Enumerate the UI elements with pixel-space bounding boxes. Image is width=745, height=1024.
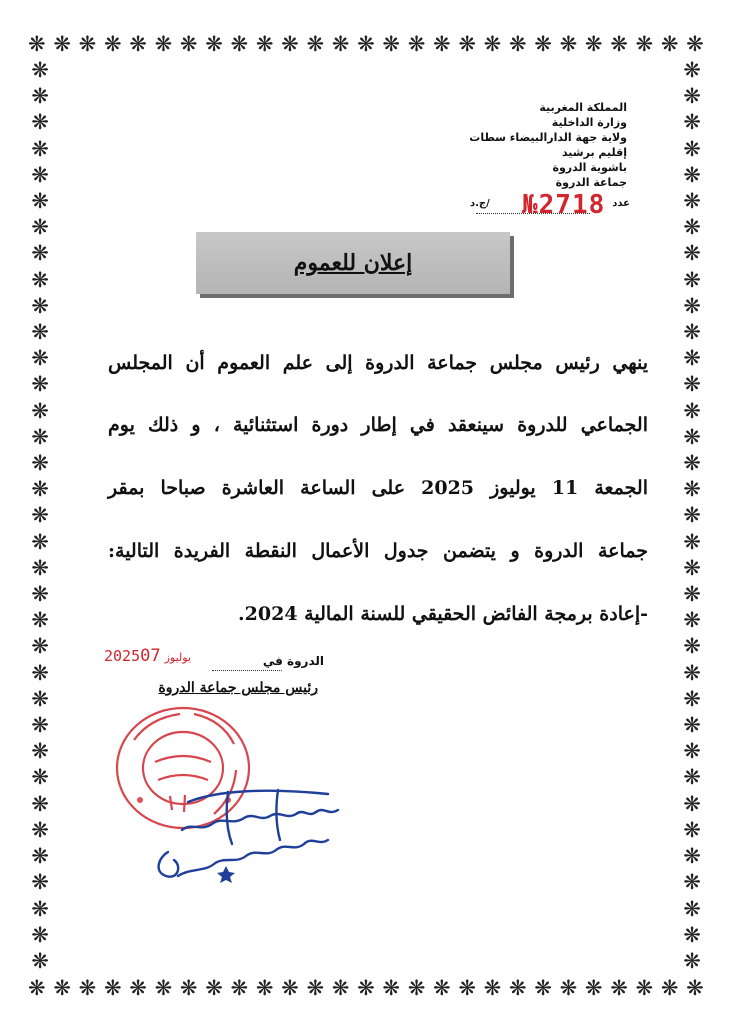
body-line: -إعادة برمجة الفائض الحقيقي للسنة المالية 2024. (238, 603, 648, 625)
border-star-icon: ❋ (331, 32, 350, 56)
border-star-icon: ❋ (31, 634, 49, 659)
border-star-icon: ❋ (683, 84, 701, 109)
border-star-icon: ❋ (281, 976, 299, 1000)
border-star-icon: ❋ (683, 189, 701, 214)
border-star-icon: ❋ (31, 372, 49, 397)
border-star-icon: ❋ (31, 346, 49, 371)
border-star-icon: ❋ (683, 162, 701, 187)
border-star-icon: ❋ (31, 765, 49, 790)
border-star-icon: ❋ (129, 976, 147, 1000)
border-star-icon: ❋ (31, 555, 49, 580)
date-line (104, 646, 324, 676)
border-star-icon: ❋ (683, 817, 701, 842)
border-star-icon: ❋ (31, 136, 49, 161)
border-star-icon: ❋ (31, 477, 49, 502)
border-star-icon: ❋ (683, 686, 701, 711)
border-star-icon: ❋ (31, 582, 49, 607)
border-star-icon: ❋ (683, 765, 701, 790)
border-star-icon: ❋ (31, 791, 49, 816)
border-star-icon: ❋ (683, 110, 701, 135)
border-star-icon: ❋ (683, 398, 701, 423)
border-star-icon: ❋ (686, 976, 704, 1000)
border-star-icon: ❋ (31, 424, 49, 449)
border-star-icon: ❋ (31, 608, 49, 633)
border-star-icon: ❋ (683, 267, 701, 292)
border-star-icon: ❋ (31, 948, 49, 973)
border-star-icon: ❋ (357, 976, 375, 1000)
border-star-icon: ❋ (31, 267, 49, 292)
border-star-icon: ❋ (635, 32, 654, 56)
border-star-icon: ❋ (683, 529, 701, 554)
border-star-icon: ❋ (559, 976, 578, 1000)
border-star-icon: ❋ (255, 32, 274, 56)
ref-number-stamp: №2718 (522, 190, 606, 220)
date-stamp (104, 646, 195, 666)
signer-title: رئيس مجلس جماعة الدروة (158, 680, 318, 696)
border-star-icon: ❋ (179, 976, 198, 1000)
border-star-icon: ❋ (154, 976, 173, 1000)
border-star-icon: ❋ (683, 870, 701, 895)
border-star-icon: ❋ (230, 976, 249, 1000)
border-star-icon: ❋ (281, 32, 299, 56)
border-star-icon: ❋ (31, 293, 49, 318)
border-star-icon: ❋ (683, 948, 701, 973)
border-star-icon: ❋ (458, 32, 476, 56)
border-star-icon: ❋ (508, 32, 527, 56)
border-star-icon: ❋ (331, 976, 350, 1000)
border-star-icon: ❋ (31, 713, 49, 738)
border-star-icon: ❋ (584, 976, 603, 1000)
border-star-icon: ❋ (129, 32, 147, 56)
border-star-icon: ❋ (306, 32, 325, 56)
border-star-icon: ❋ (31, 529, 49, 554)
border-star-icon: ❋ (534, 976, 552, 1000)
header-line: باشوية الدروة (552, 161, 627, 174)
border-star-icon: ❋ (559, 32, 578, 56)
border-star-icon: ❋ (31, 686, 49, 711)
body-line: ينهي رئيس مجلس جماعة الدروة إلى علم العموم أن المجلس (108, 352, 648, 374)
border-star-icon: ❋ (683, 844, 701, 869)
border-bottom (28, 978, 704, 999)
body-line: جماعة الدروة و يتضمن جدول الأعمال النقطة الفريدة التالية: (108, 540, 648, 562)
border-star-icon: ❋ (154, 32, 173, 56)
border-star-icon: ❋ (683, 922, 701, 947)
border-star-icon: ❋ (683, 424, 701, 449)
border-left (28, 60, 52, 972)
border-star-icon: ❋ (53, 32, 71, 56)
border-star-icon: ❋ (357, 32, 375, 56)
border-star-icon: ❋ (508, 976, 527, 1000)
border-star-icon: ❋ (683, 713, 701, 738)
border-star-icon: ❋ (205, 976, 223, 1000)
border-star-icon: ❋ (660, 32, 679, 56)
stamp-year: 2025 (104, 647, 141, 665)
border-star-icon: ❋ (31, 896, 49, 921)
border-star-icon: ❋ (78, 32, 97, 56)
ref-label: عدد (612, 198, 630, 209)
border-star-icon: ❋ (230, 32, 249, 56)
border-star-icon: ❋ (306, 976, 325, 1000)
border-star-icon: ❋ (584, 32, 603, 56)
border-star-icon: ❋ (683, 58, 701, 82)
border-star-icon: ❋ (635, 976, 654, 1000)
border-star-icon: ❋ (382, 32, 400, 56)
border-star-icon: ❋ (534, 32, 552, 56)
border-star-icon: ❋ (31, 162, 49, 187)
border-star-icon: ❋ (78, 976, 97, 1000)
border-star-icon: ❋ (683, 215, 701, 240)
border-star-icon: ❋ (683, 372, 701, 397)
border-star-icon: ❋ (31, 398, 49, 423)
header-line: ولاية جهة الدارالبيضاء سطات (469, 131, 627, 144)
handwritten-signature-icon (128, 782, 358, 890)
date-dots (212, 670, 282, 671)
border-star-icon: ❋ (28, 976, 46, 1000)
border-star-icon: ❋ (683, 608, 701, 633)
border-star-icon: ❋ (683, 634, 701, 659)
border-star-icon: ❋ (31, 189, 49, 214)
header-line: المملكة المغربية (539, 101, 627, 114)
border-star-icon: ❋ (31, 215, 49, 240)
border-star-icon: ❋ (683, 896, 701, 921)
border-star-icon: ❋ (382, 976, 400, 1000)
border-star-icon: ❋ (31, 660, 49, 685)
admin-header (387, 100, 627, 190)
reference-number (470, 190, 630, 224)
border-star-icon: ❋ (683, 739, 701, 764)
border-star-icon: ❋ (31, 58, 49, 82)
border-star-icon: ❋ (683, 293, 701, 318)
border-star-icon: ❋ (433, 976, 451, 1000)
header-line: وزارة الداخلية (551, 116, 627, 129)
border-star-icon: ❋ (683, 346, 701, 371)
border-star-icon: ❋ (103, 32, 122, 56)
border-star-icon: ❋ (483, 32, 502, 56)
border-right (680, 60, 704, 972)
border-star-icon: ❋ (31, 241, 49, 266)
border-star-icon: ❋ (179, 32, 198, 56)
date-label: الدروة في (262, 654, 324, 668)
border-star-icon: ❋ (683, 477, 701, 502)
border-star-icon: ❋ (686, 32, 704, 56)
border-star-icon: ❋ (610, 976, 628, 1000)
border-star-icon: ❋ (31, 922, 49, 947)
border-star-icon: ❋ (683, 241, 701, 266)
border-star-icon: ❋ (683, 660, 701, 685)
border-star-icon: ❋ (255, 976, 274, 1000)
border-star-icon: ❋ (433, 32, 451, 56)
border-star-icon: ❋ (683, 136, 701, 161)
ref-suffix: /ج.د (470, 198, 490, 209)
border-star-icon: ❋ (31, 320, 49, 345)
stamp-day: 07 (140, 646, 161, 666)
border-star-icon: ❋ (31, 739, 49, 764)
border-star-icon: ❋ (407, 32, 426, 56)
border-star-icon: ❋ (31, 84, 49, 109)
border-star-icon: ❋ (31, 110, 49, 135)
border-star-icon: ❋ (103, 976, 122, 1000)
border-star-icon: ❋ (28, 32, 46, 56)
border-star-icon: ❋ (683, 503, 701, 528)
border-star-icon: ❋ (683, 582, 701, 607)
body-line: الجمعة 11 يوليوز 2025 على الساعة العاشرة صباحا بمقر (108, 477, 648, 499)
border-top (28, 34, 704, 55)
announcement-title: إعلان للعموم (196, 232, 510, 294)
border-star-icon: ❋ (660, 976, 679, 1000)
border-star-icon: ❋ (205, 32, 223, 56)
border-star-icon: ❋ (53, 976, 71, 1000)
border-star-icon: ❋ (483, 976, 502, 1000)
header-line: إقليم برشيد (561, 146, 627, 159)
border-star-icon: ❋ (458, 976, 476, 1000)
border-star-icon: ❋ (407, 976, 426, 1000)
border-star-icon: ❋ (31, 451, 49, 476)
border-star-icon: ❋ (31, 817, 49, 842)
header-line: جماعة الدروة (555, 176, 627, 189)
border-star-icon: ❋ (683, 555, 701, 580)
border-star-icon: ❋ (683, 320, 701, 345)
border-star-icon: ❋ (683, 451, 701, 476)
border-star-icon: ❋ (683, 791, 701, 816)
body-line: الجماعي للدروة سينعقد في إطار دورة استثنائية ، و ذلك يوم (108, 414, 648, 436)
border-star-icon: ❋ (31, 870, 49, 895)
stamp-month: يوليوز (164, 651, 192, 664)
border-star-icon: ❋ (31, 503, 49, 528)
border-star-icon: ❋ (31, 844, 49, 869)
border-star-icon: ❋ (610, 32, 628, 56)
